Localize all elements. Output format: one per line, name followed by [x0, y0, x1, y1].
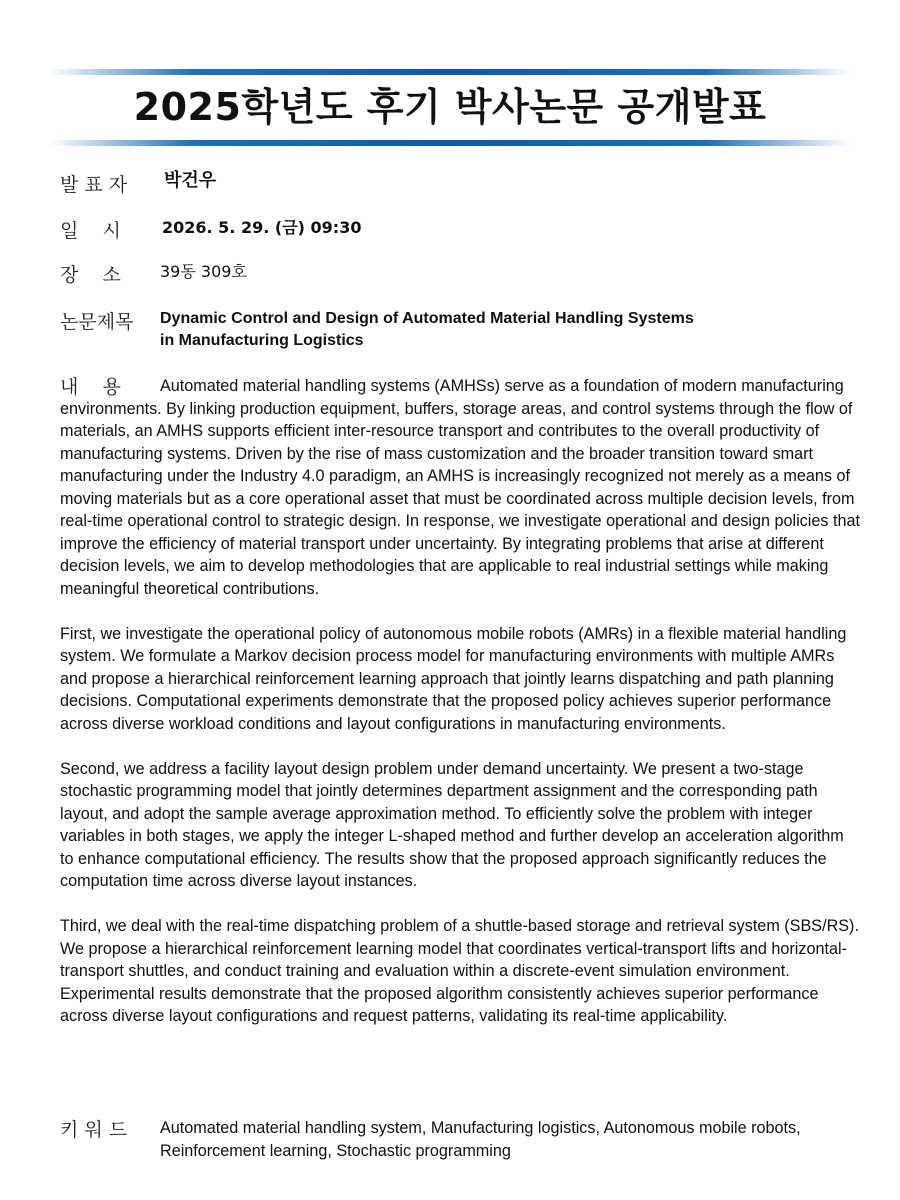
presenter-label: 발 표 자 [60, 174, 128, 196]
place-value: 39동 309호 [160, 262, 247, 281]
title-bottom-rule [50, 140, 850, 146]
keywords-line2: Reinforcement learning, Stochastic programming [160, 1141, 511, 1160]
thesis-label: 논문제목 [60, 311, 134, 333]
thesis-title-line2: in Manufacturing Logistics [160, 332, 364, 349]
title-top-rule [50, 69, 850, 75]
page-title: 2025학년도 후기 박사논문 공개발표 [133, 85, 767, 129]
keywords-list [160, 1117, 870, 1162]
keywords-label: 키 워 드 [60, 1119, 128, 1141]
keywords-line1: Automated material handling system, Manufacturing logistics, Autonomous mobile robots, [160, 1119, 801, 1137]
place-label: 장 소 [60, 264, 121, 286]
thesis-title-line1: Dynamic Control and Design of Automated Material Handling Systems [160, 310, 694, 327]
abstract-paragraph-1: Automated material handling systems (AMHSs) serve as a foundation of modern manufacturing environments. By linking production equipment, buffers, storage areas, and control systems through the flow of materials, an AMHS supports efficient inter-resource transport and contributes to the overall productivity of manufacturing systems. Driven by the rise of mass customization and the broader transition toward smart manufacturing under the Industry 4.0 paradigm, an AMHS is increasingly recognized not merely as a means of moving materials but as a core operational asset that must be coordinated across multiple decision levels, from real-time operational control to strategic design. In response, we investigate operational and design policies that improve the efficiency of material transport under uncertainty. By integrating problems that arise at different decision levels, we aim to develop methodologies that are applicable to real industrial settings while making meaningful theoretical contributions. [60, 377, 860, 598]
abstract-paragraph-4: Third, we deal with the real-time dispatching problem of a shuttle-based storage and retrieval system (SBS/RS). We propose a hierarchical reinforcement learning model that coordinates vertical-transport lifts and horizontal-transport shuttles, and conduct training and evaluation within a discrete-event simulation environment. Experimental results demonstrate that the proposed algorithm consistently achieves superior performance across diverse layout configurations and request patterns, validating its real-time applicability. [60, 917, 859, 1025]
abstract-body [60, 375, 860, 1050]
content-label: 내 용 [60, 376, 121, 398]
presenter-name: 박건우 [164, 170, 217, 191]
abstract-paragraph-3: Second, we address a facility layout design problem under demand uncertainty. We present a two-stage stochastic programming model that jointly determines department assignment and the corresponding path layout, and adopt the sample average approximation method. To efficiently solve the problem with integer variables in both stages, we apply the integer L-shaped method and further develop an acceleration algorithm to enhance computational efficiency. The results show that the proposed approach significantly reduces the computation time across diverse layout instances. [60, 759, 844, 890]
abstract-paragraph-2: First, we investigate the operational policy of autonomous mobile robots (AMRs) in a flexible material handling system. We formulate a Markov decision process model for manufacturing environments with multiple AMRs and propose a hierarchical reinforcement learning approach that jointly learns dispatching and path planning decisions. Computational experiments demonstrate that the proposed policy achieves superior performance across diverse workload conditions and layout configurations in manufacturing environments. [60, 624, 847, 733]
date-value: 2026. 5. 29. (금) 09:30 [162, 218, 362, 237]
date-label: 일 시 [60, 220, 121, 242]
